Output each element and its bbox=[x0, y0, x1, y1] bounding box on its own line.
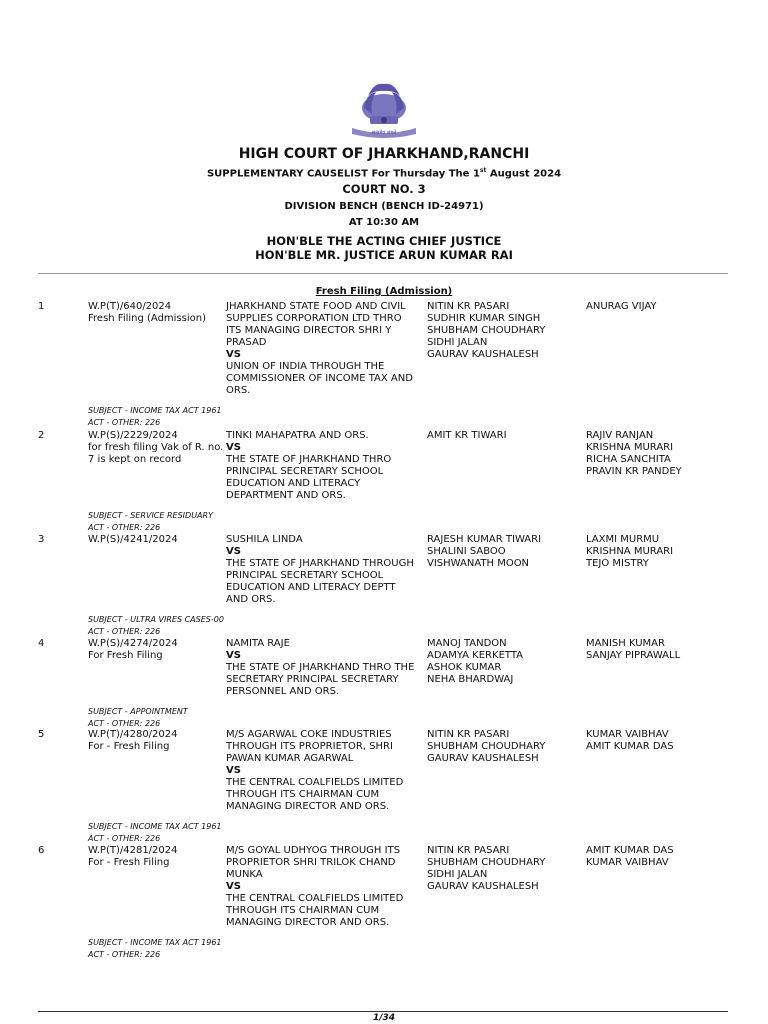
case-number-line: For Fresh Filing bbox=[88, 650, 163, 661]
subject-value: - INCOME TAX ACT 1961 bbox=[122, 938, 222, 947]
petitioner-line: M/S GOYAL UDHYOG THROUGH ITS bbox=[226, 845, 401, 856]
case-act: ACT - OTHER: 226 bbox=[88, 627, 161, 636]
petitioner-advocate: SHUBHAM CHOUDHARY bbox=[427, 325, 546, 336]
petitioner-advocates-col bbox=[427, 301, 577, 361]
case-serial: 4 bbox=[38, 638, 45, 649]
petitioner-line: THROUGH ITS PROPRIETOR, SHRI bbox=[226, 741, 393, 752]
court-name: HIGH COURT OF JHARKHAND,RANCHI bbox=[238, 146, 530, 162]
versus-label: VS bbox=[226, 349, 241, 360]
case-number-line: W.P(S)/2229/2024 bbox=[88, 430, 178, 441]
petitioner-advocates-col bbox=[427, 534, 577, 570]
case-subject bbox=[88, 510, 213, 521]
case-subject bbox=[88, 821, 222, 832]
case-subject bbox=[88, 614, 224, 625]
respondent-advocate: AMIT KUMAR DAS bbox=[586, 845, 674, 856]
respondent-line: DEPARTMENT AND ORS. bbox=[226, 490, 346, 501]
case-act: ACT - OTHER: 226 bbox=[88, 834, 161, 843]
case-number-col bbox=[88, 534, 222, 546]
petitioner-advocate: RAJESH KUMAR TIWARI bbox=[427, 534, 542, 545]
respondent-advocate: PRAVIN KR PANDEY bbox=[586, 466, 682, 477]
petitioner-advocate: VISHWANATH MOON bbox=[427, 558, 530, 569]
petitioner-advocate: NITIN KR PASARI bbox=[427, 301, 510, 312]
subject-label: SUBJECT bbox=[88, 615, 123, 624]
respondent-line: THE STATE OF JHARKHAND THRO bbox=[226, 454, 392, 465]
petitioner-line: MUNKA bbox=[226, 869, 263, 880]
case-serial: 5 bbox=[38, 729, 45, 740]
parties-col bbox=[226, 301, 416, 397]
respondent-line: PRINCIPAL SECRETARY SCHOOL bbox=[226, 570, 384, 581]
petitioner-advocates-col bbox=[427, 430, 577, 442]
parties-col bbox=[226, 430, 416, 502]
respondent-line: THE STATE OF JHARKHAND THROUGH bbox=[226, 558, 414, 569]
case-act: ACT - OTHER: 226 bbox=[88, 523, 161, 532]
case-serial: 6 bbox=[38, 845, 45, 856]
petitioner-advocate: ADAMYA KERKETTA bbox=[427, 650, 523, 661]
respondent-line: THROUGH ITS CHAIRMAN CUM bbox=[226, 905, 380, 916]
petitioner-advocate: AMIT KR TIWARI bbox=[427, 430, 507, 441]
case-number-line: Fresh Filing (Admission) bbox=[88, 313, 207, 324]
versus-label: VS bbox=[226, 442, 241, 453]
versus-label: VS bbox=[226, 546, 241, 557]
respondent-advocate: ANURAG VIJAY bbox=[586, 301, 657, 312]
case-serial: 3 bbox=[38, 534, 45, 545]
case-number-line: W.P(T)/4281/2024 bbox=[88, 845, 178, 856]
respondent-advocates-col bbox=[586, 729, 736, 753]
case-number-col bbox=[88, 845, 222, 869]
judge-2: HON'BLE MR. JUSTICE ARUN KUMAR RAI bbox=[255, 248, 513, 262]
section-title: Fresh Filing (Admission) bbox=[315, 286, 453, 297]
respondent-advocate: TEJO MISTRY bbox=[586, 558, 649, 569]
case-serial: 2 bbox=[38, 430, 45, 441]
respondent-advocate: SANJAY PIPRAWALL bbox=[586, 650, 681, 661]
petitioner-advocate: GAURAV KAUSHALESH bbox=[427, 753, 539, 764]
petitioner-advocates-col bbox=[427, 638, 577, 686]
respondent-advocates-col bbox=[586, 638, 736, 662]
respondent-line: THE STATE OF JHARKHAND THRO THE bbox=[226, 662, 415, 673]
header-divider bbox=[38, 273, 728, 274]
subject-label: SUBJECT bbox=[88, 707, 123, 716]
petitioner-advocate: ASHOK KUMAR bbox=[427, 662, 502, 673]
petitioner-advocates-col bbox=[427, 729, 577, 765]
case-number-col bbox=[88, 729, 222, 753]
parties-col bbox=[226, 845, 416, 929]
respondent-advocate: AMIT KUMAR DAS bbox=[586, 741, 674, 752]
case-number-col bbox=[88, 301, 222, 325]
parties-col bbox=[226, 534, 416, 606]
respondent-line: EDUCATION AND LITERACY DEPTT bbox=[226, 582, 396, 593]
sitting-time: AT 10:30 AM bbox=[348, 217, 420, 228]
petitioner-advocate: SHALINI SABOO bbox=[427, 546, 506, 557]
causelist-title: SUPPLEMENTARY CAUSELIST For Thursday The 1st August 2024 bbox=[206, 167, 562, 180]
case-number-line: W.P(S)/4241/2024 bbox=[88, 534, 178, 545]
subject-value: - INCOME TAX ACT 1961 bbox=[122, 406, 222, 415]
case-number-line: W.P(T)/4280/2024 bbox=[88, 729, 178, 740]
case-number-line: for fresh filing Vak of R. no. bbox=[88, 442, 224, 453]
petitioner-line: SUSHILA LINDA bbox=[226, 534, 303, 545]
case-subject bbox=[88, 405, 222, 416]
respondent-advocate: KUMAR VAIBHAV bbox=[586, 857, 669, 868]
subject-value: - ULTRA VIRES CASES-00 bbox=[122, 615, 224, 624]
petitioner-line: PAWAN KUMAR AGARWAL bbox=[226, 753, 354, 764]
versus-label: VS bbox=[226, 765, 241, 776]
petitioner-line: M/S AGARWAL COKE INDUSTRIES bbox=[226, 729, 392, 740]
case-number-line: For - Fresh Filing bbox=[88, 857, 170, 868]
case-act: ACT - OTHER: 226 bbox=[88, 418, 161, 427]
petitioner-line: ITS MANAGING DIRECTOR SHRI Y bbox=[226, 325, 392, 336]
case-number-line: 7 is kept on record bbox=[88, 454, 182, 465]
petitioner-advocate: GAURAV KAUSHALESH bbox=[427, 349, 539, 360]
subject-label: SUBJECT bbox=[88, 938, 123, 947]
petitioner-advocate: SIDHI JALAN bbox=[427, 337, 488, 348]
petitioner-advocate: SHUBHAM CHOUDHARY bbox=[427, 741, 546, 752]
subject-value: - INCOME TAX ACT 1961 bbox=[122, 822, 222, 831]
parties-col bbox=[226, 638, 416, 698]
respondent-advocate: KRISHNA MURARI bbox=[586, 546, 674, 557]
respondent-line: THE CENTRAL COALFIELDS LIMITED bbox=[226, 777, 404, 788]
case-number-line: For - Fresh Filing bbox=[88, 741, 170, 752]
subject-label: SUBJECT bbox=[88, 406, 123, 415]
petitioner-line: JHARKHAND STATE FOOD AND CIVIL bbox=[226, 301, 406, 312]
respondent-advocate: MANISH KUMAR bbox=[586, 638, 665, 649]
petitioner-advocates-col bbox=[427, 845, 577, 893]
respondent-line: THROUGH ITS CHAIRMAN CUM bbox=[226, 789, 380, 800]
petitioner-line: PROPRIETOR SHRI TRILOK CHAND bbox=[226, 857, 396, 868]
case-number-line: W.P(T)/640/2024 bbox=[88, 301, 172, 312]
respondent-line: SECRETARY PRINCIPAL SECRETARY bbox=[226, 674, 399, 685]
case-subject bbox=[88, 706, 188, 717]
subject-label: SUBJECT bbox=[88, 511, 123, 520]
case-number-col bbox=[88, 430, 222, 466]
petitioner-advocate: SIDHI JALAN bbox=[427, 869, 488, 880]
respondent-advocate: RAJIV RANJAN bbox=[586, 430, 654, 441]
case-serial: 1 bbox=[38, 301, 45, 312]
respondent-line: EDUCATION AND LITERACY bbox=[226, 478, 361, 489]
subject-value: - SERVICE RESIDUARY bbox=[122, 511, 213, 520]
case-subject bbox=[88, 937, 222, 948]
petitioner-line: SUPPLIES CORPORATION LTD THRO bbox=[226, 313, 402, 324]
judge-1: HON'BLE THE ACTING CHIEF JUSTICE bbox=[266, 234, 502, 248]
petitioner-advocate: MANOJ TANDON bbox=[427, 638, 507, 649]
case-number-line: W.P(S)/4274/2024 bbox=[88, 638, 178, 649]
petitioner-advocate: SHUBHAM CHOUDHARY bbox=[427, 857, 546, 868]
respondent-advocate: KUMAR VAIBHAV bbox=[586, 729, 669, 740]
svg-text:सत्यमेव जयते: सत्यमेव जयते bbox=[371, 130, 397, 136]
respondent-line: THE CENTRAL COALFIELDS LIMITED bbox=[226, 893, 404, 904]
petitioner-advocate: NEHA BHARDWAJ bbox=[427, 674, 514, 685]
respondent-line: ORS. bbox=[226, 385, 251, 396]
respondent-advocates-col bbox=[586, 430, 736, 478]
respondent-advocate: KRISHNA MURARI bbox=[586, 442, 674, 453]
respondent-advocates-col bbox=[586, 534, 736, 570]
petitioner-advocate: SUDHIR KUMAR SINGH bbox=[427, 313, 541, 324]
case-number-col bbox=[88, 638, 222, 662]
respondent-line: COMMISSIONER OF INCOME TAX AND bbox=[226, 373, 413, 384]
respondent-line: PRINCIPAL SECRETARY SCHOOL bbox=[226, 466, 384, 477]
respondent-line: AND ORS. bbox=[226, 594, 276, 605]
respondent-advocates-col bbox=[586, 301, 736, 313]
respondent-line: PERSONNEL AND ORS. bbox=[226, 686, 340, 697]
respondent-advocates-col bbox=[586, 845, 736, 869]
footer-divider bbox=[38, 1011, 728, 1012]
court-number: COURT NO. 3 bbox=[342, 182, 426, 196]
subject-value: - APPOINTMENT bbox=[122, 707, 188, 716]
respondent-line: UNION OF INDIA THROUGH THE bbox=[226, 361, 385, 372]
page-number: 1/34 bbox=[372, 1013, 396, 1023]
respondent-line: MANAGING DIRECTOR AND ORS. bbox=[226, 917, 390, 928]
petitioner-advocate: NITIN KR PASARI bbox=[427, 729, 510, 740]
versus-label: VS bbox=[226, 650, 241, 661]
court-emblem-icon bbox=[346, 78, 422, 142]
petitioner-line: NAMITA RAJE bbox=[226, 638, 290, 649]
case-act: ACT - OTHER: 226 bbox=[88, 950, 161, 959]
respondent-advocate: RICHA SANCHITA bbox=[586, 454, 671, 465]
bench-info: DIVISION BENCH (BENCH ID-24971) bbox=[284, 201, 484, 212]
subject-label: SUBJECT bbox=[88, 822, 123, 831]
versus-label: VS bbox=[226, 881, 241, 892]
petitioner-line: PRASAD bbox=[226, 337, 267, 348]
case-act: ACT - OTHER: 226 bbox=[88, 719, 161, 728]
petitioner-advocate: GAURAV KAUSHALESH bbox=[427, 881, 539, 892]
respondent-advocate: LAXMI MURMU bbox=[586, 534, 660, 545]
petitioner-line: TINKI MAHAPATRA AND ORS. bbox=[226, 430, 369, 441]
respondent-line: MANAGING DIRECTOR AND ORS. bbox=[226, 801, 390, 812]
parties-col bbox=[226, 729, 416, 813]
petitioner-advocate: NITIN KR PASARI bbox=[427, 845, 510, 856]
